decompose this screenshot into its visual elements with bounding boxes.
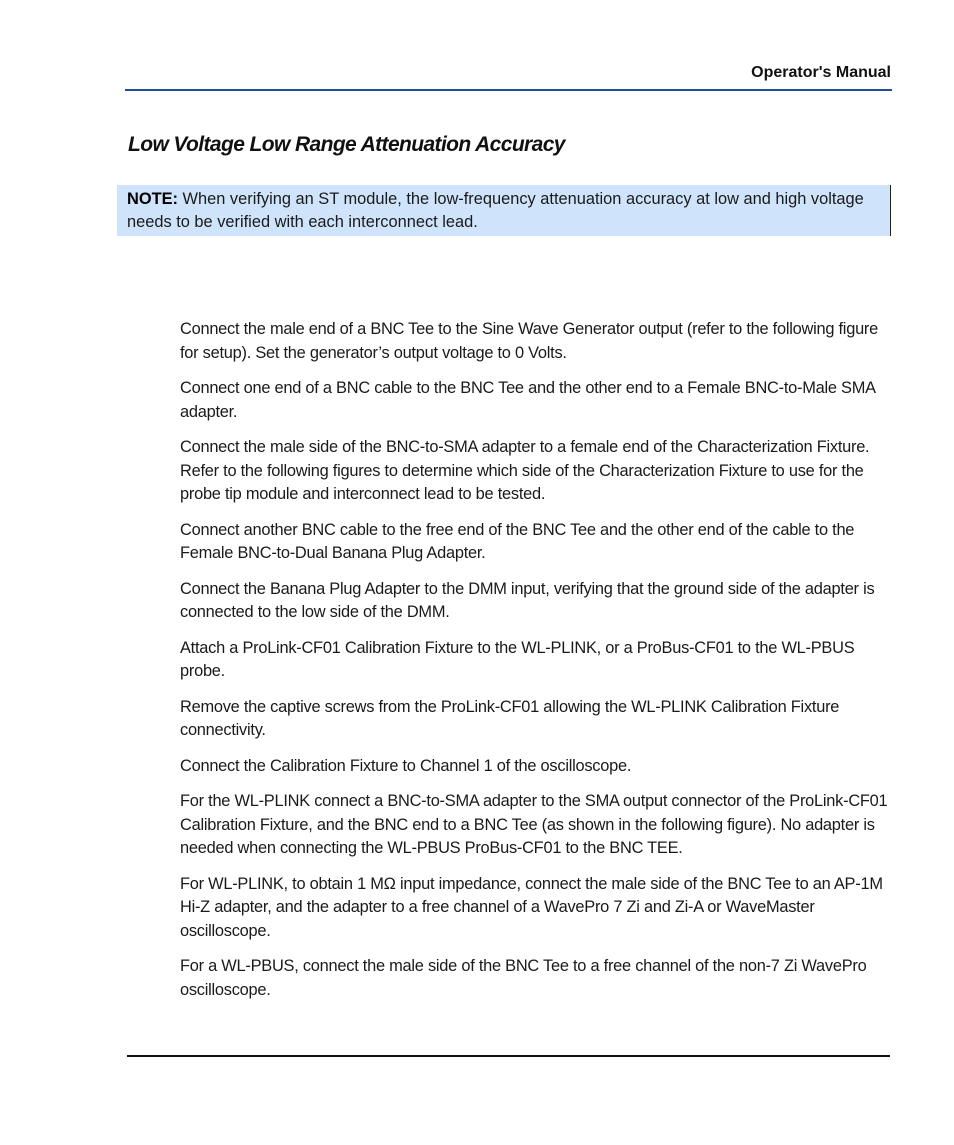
step-8: Connect the Calibration Fixture to Channel 1 of the oscilloscope. — [180, 756, 632, 775]
step-11: For a WL-PBUS, connect the male side of the BNC Tee to a free channel of the non-7 Zi WavePro oscilloscope. — [180, 957, 867, 999]
header-title: Operator's Manual — [751, 64, 891, 81]
step-4: Connect another BNC cable to the free end of the BNC Tee and the other end of the cable to the Female BNC-to-Dual Banana Plug Adapter. — [180, 520, 855, 562]
step-1: Connect the male end of a BNC Tee to the Sine Wave Generator output (refer to the following figure for setup). Set the generator’s output voltage to 0 Volts. — [180, 320, 879, 362]
note-text — [127, 188, 864, 234]
procedure-steps — [180, 318, 892, 1014]
step-3: Connect the male side of the BNC-to-SMA adapter to a female end of the Characterization Fixture. Refer to the following figures to determine which side of the Characterization Fixture to use for the probe tip module and interconnect lead to be tested. — [180, 438, 870, 503]
step-6: Attach a ProLink-CF01 Calibration Fixture to the WL-PLINK, or a ProBus-CF01 to the WL-PBUS probe. — [180, 638, 855, 680]
step-5: Connect the Banana Plug Adapter to the DMM input, verifying that the ground side of the adapter is connected to the low side of the DMM. — [180, 579, 875, 621]
step-2: Connect one end of a BNC cable to the BNC Tee and the other end to a Female BNC-to-Male SMA adapter. — [180, 379, 875, 421]
note-label: NOTE: — [127, 190, 178, 208]
step-10: For WL-PLINK, to obtain 1 MΩ input impedance, connect the male side of the BNC Tee to an AP-1M Hi-Z adapter, and the adapter to a free channel of a WavePro 7 Zi and Zi-A or WaveMaster oscilloscope. — [180, 874, 883, 940]
footer-divider — [127, 1055, 890, 1057]
note-box — [117, 185, 891, 236]
header-divider — [125, 89, 892, 91]
note-body: When verifying an ST module, the low-frequency attenuation accuracy at low and high voltage needs to be verified with each interconnect lead. — [127, 190, 864, 231]
step-7: Remove the captive screws from the ProLink-CF01 allowing the WL-PLINK Calibration Fixture connectivity. — [180, 697, 840, 739]
step-9: For the WL-PLINK connect a BNC-to-SMA adapter to the SMA output connector of the ProLink-CF01 Calibration Fixture, and the BNC end to a BNC Tee (as shown in the following figure). No adapter is needed when connecting the WL-PBUS ProBus-CF01 to the BNC TEE. — [180, 792, 888, 857]
section-title: Low Voltage Low Range Attenuation Accuracy — [128, 133, 565, 156]
